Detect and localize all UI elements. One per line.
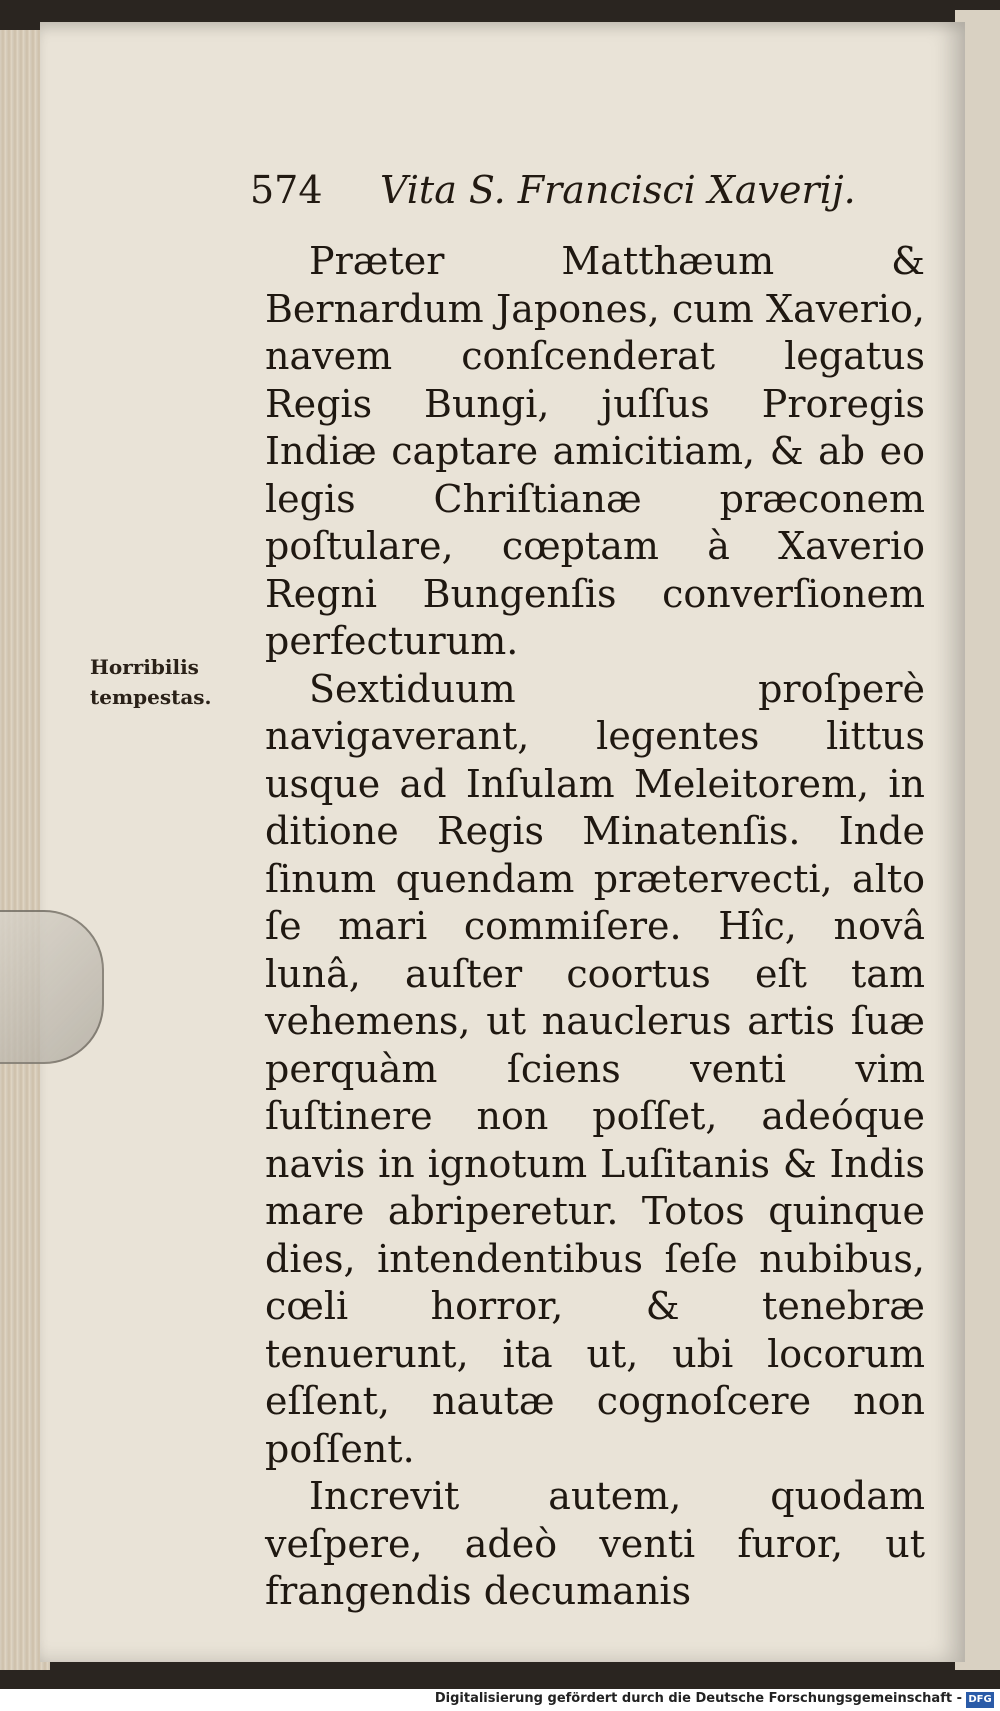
footer-bar: [0, 1689, 1000, 1711]
dfg-logo-icon: DFG: [966, 1692, 994, 1708]
page-clip: [0, 910, 104, 1064]
running-head: [250, 168, 950, 218]
paragraph: Sextiduum proſperè navigaverant, legentes littus usque ad Inſulam Meleitorem, in ditione Regis Minatenſis. Inde ſinum quendam prætervecti, alto ſe mari commiſere. Hîc, novâ lunâ, auſter coortus eſt tam vehemens, ut nauclerus artis ſuæ perquàm ſciens venti vim ſuſtinere non poſſet, adeóque navis in ignotum Luſitanis & Indis mare abriperetur. Totos quinque dies, intendentibus ſeſe nubibus, cœli horror, & tenebræ tenuerunt, ita ut, ubi locorum eſſent, nautæ cognoſcere non poſſent.: [265, 666, 925, 1471]
page-number: 574: [250, 168, 323, 212]
body-text: [265, 238, 925, 1616]
funding-credit: Digitalisierung gefördert durch die Deutsche Forschungsgemeinschaft -: [434, 1691, 962, 1706]
paragraph: Increvit autem, quodam veſpere, adeò venti furor, ut frangendis decumanis: [265, 1474, 925, 1613]
margin-note: Horribilis tempestas.: [90, 655, 212, 709]
paragraph: Præter Matthæum & Bernardum Japones, cum Xaverio, navem conſcenderat legatus Regis Bungi, juſſus Proregis Indiæ captare amicitiam, & ab eo legis Chriſtianæ præconem poſtulare, cœptam à Xaverio Regni Bungenſis converſionem perfecturum.: [265, 239, 925, 663]
running-title: Vita S. Francisci Xaverij.: [380, 168, 856, 212]
